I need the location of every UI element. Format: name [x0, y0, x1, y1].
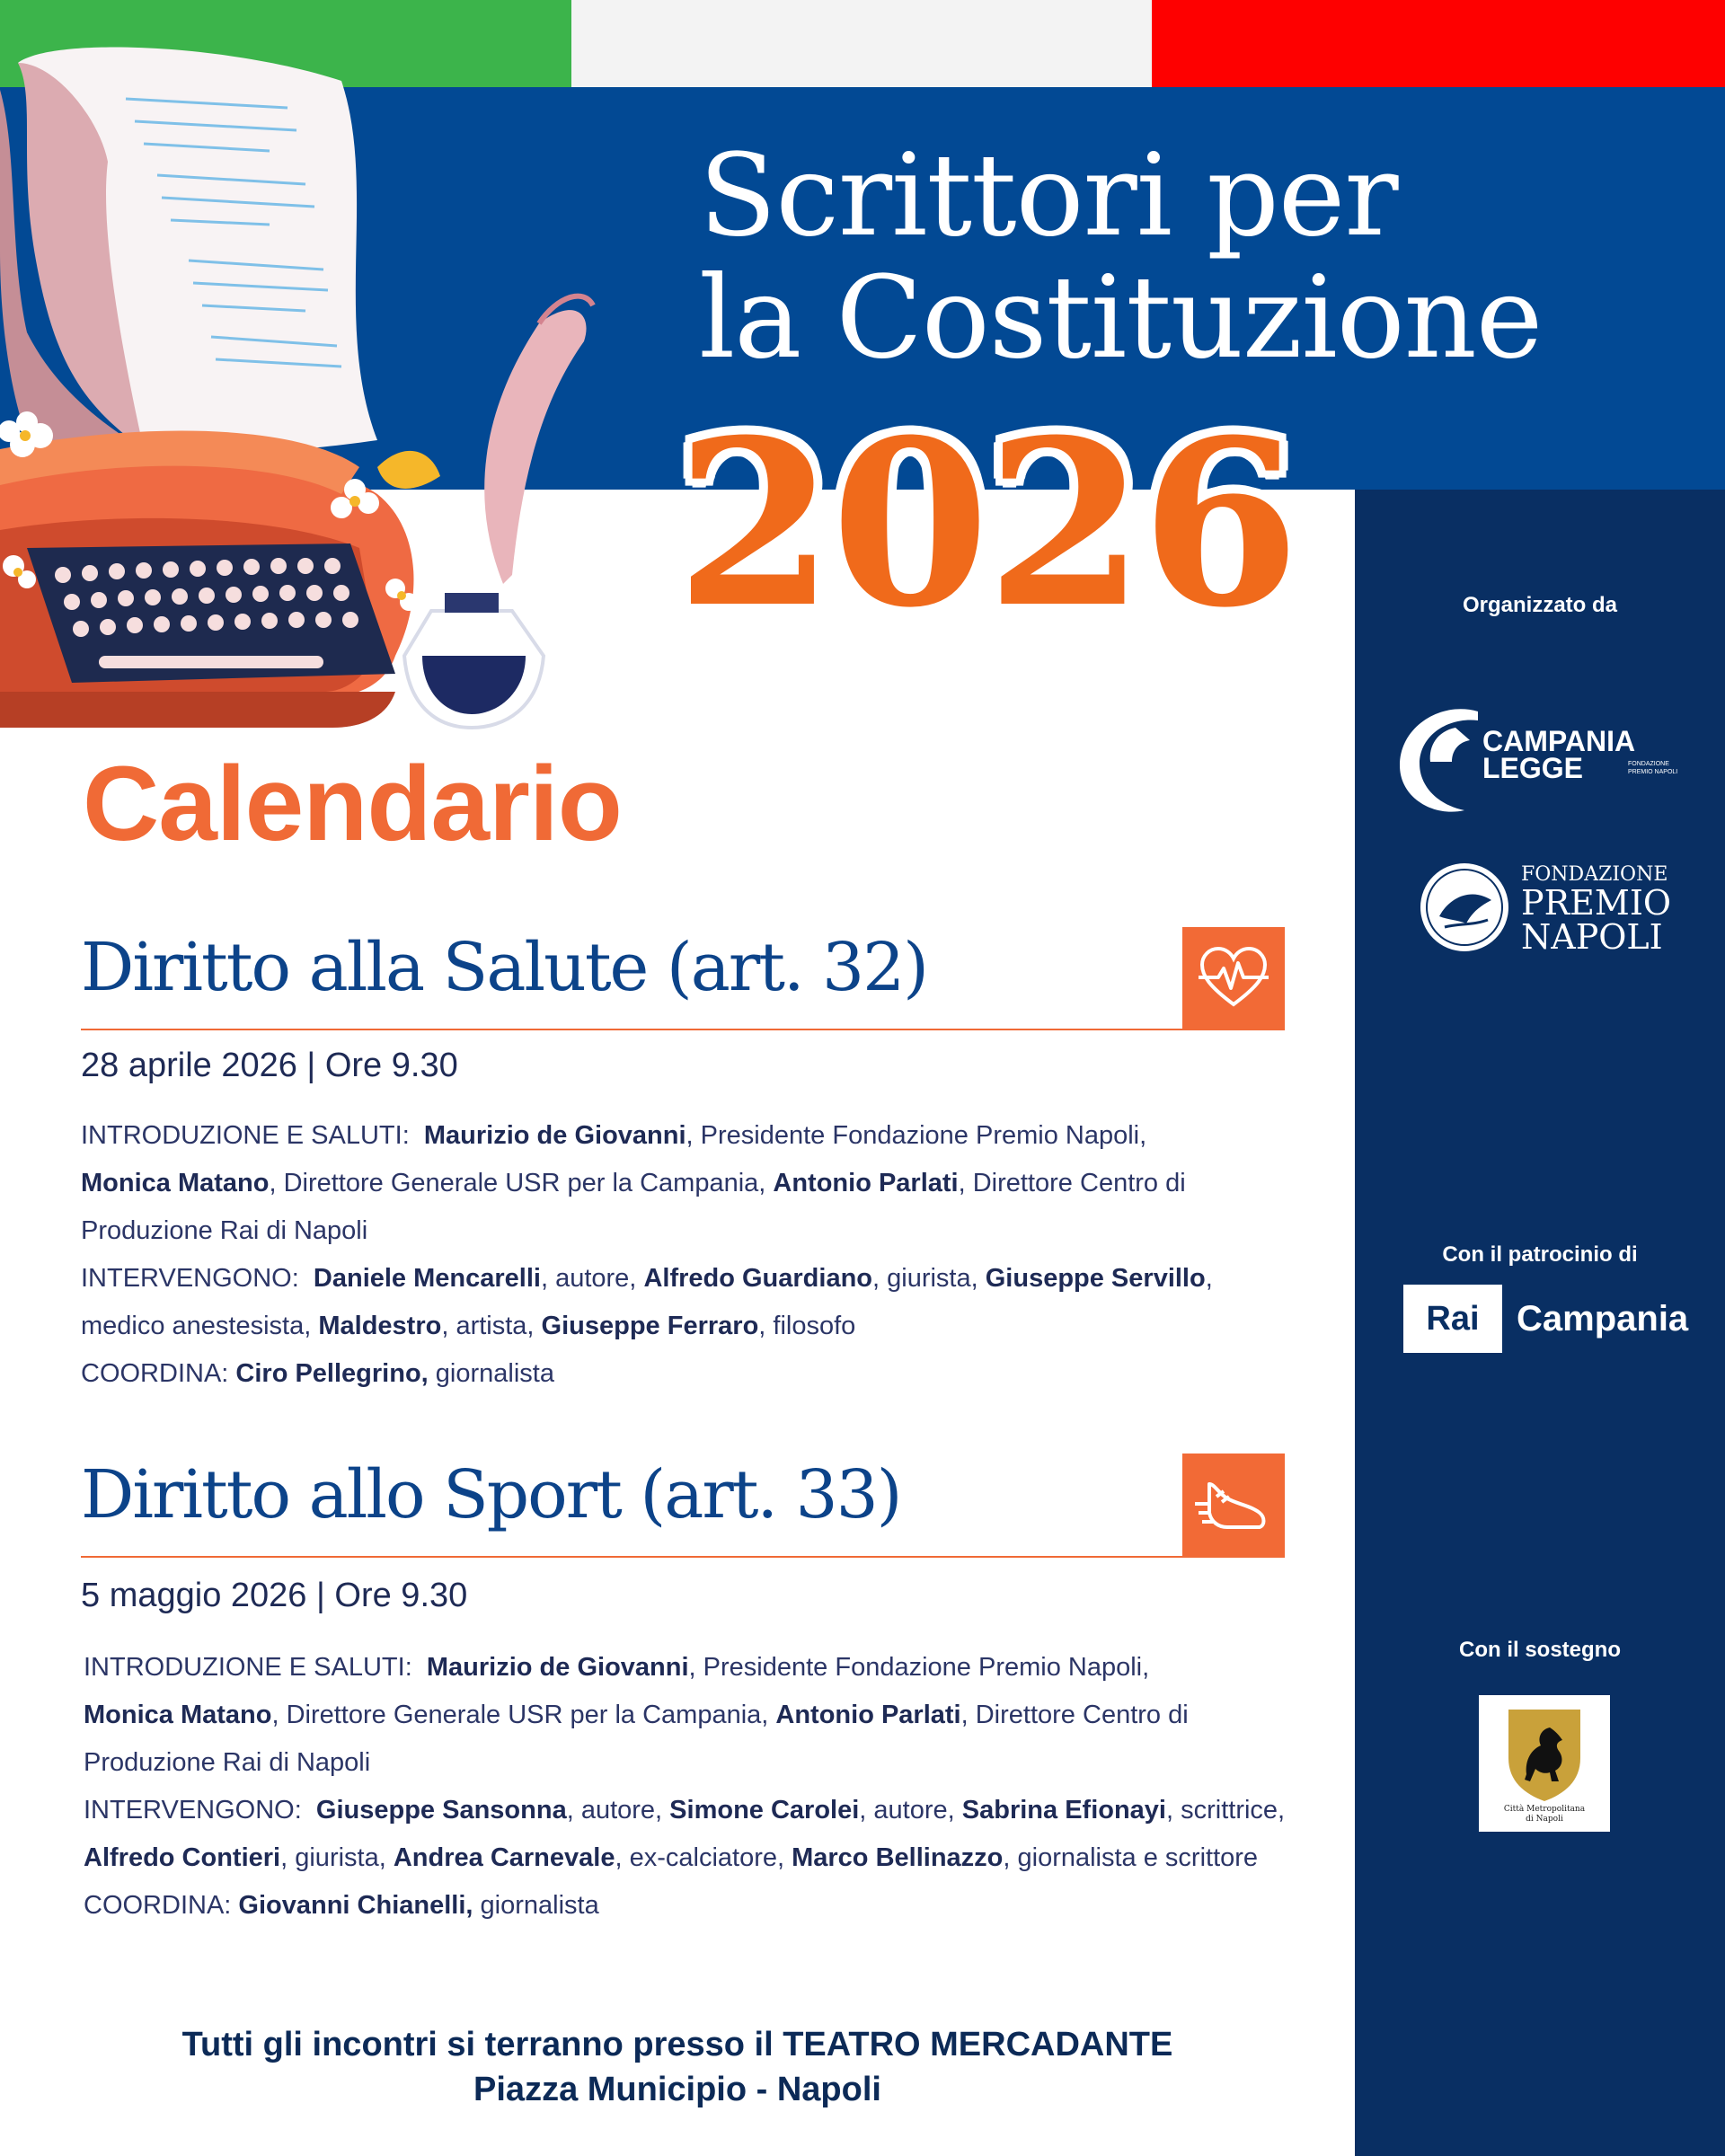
- speaker-role: , artista,: [441, 1312, 542, 1340]
- speaker-role: , autore,: [540, 1264, 644, 1293]
- heartbeat-icon: [1182, 927, 1285, 1029]
- speaker-name: Maurizio de Giovanni: [426, 1653, 689, 1682]
- coordinator-role: giornalista: [473, 1891, 599, 1920]
- event-title-line2: la Costituzione: [699, 252, 1543, 384]
- speaker-role: , Direttore Generale: [271, 1701, 509, 1729]
- speaker-org: Fondazione Premio Napoli,: [835, 1653, 1150, 1682]
- speaker-role: , giurista,: [872, 1264, 986, 1293]
- speaker-role: , giurista,: [280, 1843, 394, 1872]
- speaker-role: , Direttore Centro di Produzione Rai di Napoli: [84, 1701, 1189, 1777]
- speaker-name: Marco Bellinazzo: [792, 1843, 1004, 1872]
- speaker-org: Fondazione Premio Napoli,: [832, 1121, 1147, 1150]
- speaker-role: , Presidente: [686, 1121, 833, 1150]
- speaker-name: Sabrina Efionayi: [961, 1796, 1166, 1825]
- speaker-name: Monica Matano: [81, 1169, 270, 1197]
- speaker-role: , autore,: [566, 1796, 670, 1825]
- venue-line2: Piazza Municipio - Napoli: [473, 2071, 881, 2108]
- patronage-label: Con il patrocinio di: [1442, 1242, 1638, 1267]
- event-date: 5 maggio 2026 | Ore 9.30: [81, 1577, 468, 1614]
- speaker-role: , medico anestesista,: [81, 1264, 1213, 1340]
- campania-legge-small2: PREMIO NAPOLI: [1628, 769, 1678, 775]
- premio-napoli-logo: [1418, 861, 1678, 959]
- speaker-name: Alfredo Contieri: [84, 1843, 281, 1872]
- speaker-role: , filosofo: [758, 1312, 856, 1340]
- coordinator-name: Ciro Pellegrino,: [235, 1359, 429, 1388]
- speaker-name: Simone Carolei: [669, 1796, 860, 1825]
- flag-white-stripe: [571, 0, 1152, 87]
- horse-crest-icon: [1499, 1704, 1589, 1803]
- speaker-role: , Presidente: [688, 1653, 836, 1682]
- typewriter-illustration: [0, 27, 611, 746]
- campania-legge-line1: CAMPANIA: [1482, 725, 1636, 757]
- speaker-role: , Direttore Centro di Produzione Rai di Napoli: [81, 1169, 1186, 1245]
- venue-line1: Tutti gli incontri si terranno presso il TEATRO MERCADANTE: [181, 2026, 1173, 2063]
- premio-napoli-line3: NAPOLI: [1521, 917, 1663, 957]
- premio-napoli-line2: PREMIO: [1521, 883, 1671, 923]
- campania-legge-line2: LEGGE: [1482, 752, 1584, 784]
- rai-logo: Rai: [1403, 1285, 1502, 1353]
- speaker-name: Antonio Parlati: [775, 1701, 961, 1729]
- campania-legge-logo: [1393, 701, 1698, 817]
- speaker-name: Maldestro: [318, 1312, 442, 1340]
- citta-metropolitana-logo: [1479, 1695, 1610, 1832]
- coordinator-label: COORDINA:: [81, 1359, 229, 1388]
- coordinator-name: Giovanni Chianelli,: [238, 1891, 473, 1920]
- event-title-line1: Scrittori per: [699, 129, 1398, 261]
- section-title-sport: Diritto allo Sport (art. 33): [81, 1456, 901, 1533]
- speaker-role: , scrittrice,: [1166, 1796, 1286, 1825]
- speaker-role: , giornalista e scrittore: [1003, 1843, 1259, 1872]
- intro-label: INTRODUZIONE E SALUTI:: [84, 1653, 412, 1682]
- coordinator-role: giornalista: [428, 1359, 554, 1388]
- speaker-name: Giuseppe Sansonna: [315, 1796, 567, 1825]
- speakers-label: INTERVENGONO:: [81, 1264, 299, 1293]
- speakers-label: INTERVENGONO:: [84, 1796, 302, 1825]
- speaker-name: Alfredo Guardiano: [643, 1264, 873, 1293]
- speaker-name: Maurizio de Giovanni: [423, 1121, 686, 1150]
- section-rule: [81, 1029, 1285, 1030]
- speaker-org: USR per la Campania,: [508, 1701, 776, 1729]
- event-year: 2026: [676, 390, 1296, 658]
- speaker-name: Giuseppe Ferraro: [541, 1312, 759, 1340]
- campania-legge-small1: FONDAZIONE: [1628, 761, 1669, 767]
- premio-napoli-seal-icon: [1418, 861, 1511, 954]
- program-details: [81, 1112, 1285, 1398]
- speaker-name: Andrea Carnevale: [393, 1843, 615, 1872]
- program-details: [84, 1644, 1287, 1930]
- speaker-name: Monica Matano: [84, 1701, 272, 1729]
- speaker-name: Giuseppe Servillo: [985, 1264, 1206, 1293]
- flag-red-stripe: [1152, 0, 1725, 87]
- intro-label: INTRODUZIONE E SALUTI:: [81, 1121, 410, 1150]
- event-date: 28 aprile 2026 | Ore 9.30: [81, 1047, 458, 1084]
- citta-metropolitana-line2: di Napoli: [1526, 1815, 1563, 1824]
- calendar-heading: Calendario: [83, 745, 622, 863]
- section-title-health: Diritto alla Salute (art. 32): [81, 929, 928, 1006]
- section-rule: [81, 1556, 1285, 1558]
- coordinator-label: COORDINA:: [84, 1891, 232, 1920]
- event-title: [699, 129, 1705, 384]
- speaker-org: USR per la Campania,: [505, 1169, 774, 1197]
- speaker-role: , Direttore Generale: [269, 1169, 506, 1197]
- organized-by-label: Organizzato da: [1462, 593, 1618, 617]
- speaker-name: Antonio Parlati: [773, 1169, 959, 1197]
- citta-metropolitana-line1: Città Metropolitana: [1503, 1805, 1586, 1814]
- support-label: Con il sostegno: [1459, 1638, 1621, 1662]
- rai-campania-label: Campania: [1517, 1299, 1689, 1339]
- running-shoe-icon: [1182, 1454, 1285, 1556]
- speaker-role: , ex-calciatore,: [615, 1843, 792, 1872]
- speaker-name: Daniele Mencarelli: [313, 1264, 541, 1293]
- premio-napoli-line1: FONDAZIONE: [1521, 863, 1668, 886]
- speaker-role: , autore,: [859, 1796, 962, 1825]
